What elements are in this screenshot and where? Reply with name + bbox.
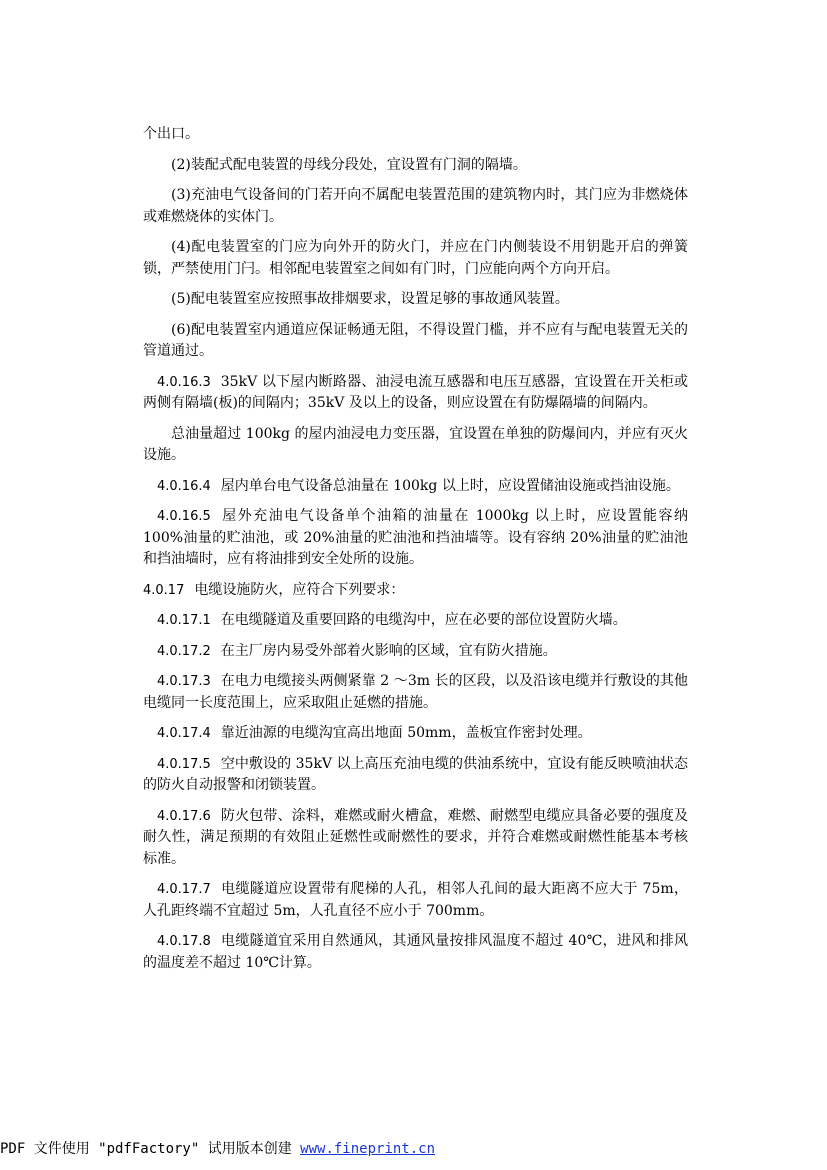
clause-number: 4.0.16.3 <box>157 374 211 390</box>
paragraph: (3)充油电气设备间的门若开向不属配电装置范围的建筑物内时，其门应为非燃烧体或难燃烧体的实体门。 <box>143 187 688 225</box>
clause-number: 4.0.16.5 <box>157 509 211 524</box>
clause-number: 4.0.17.5 <box>157 756 211 772</box>
paragraph: 个出口。 <box>143 126 199 142</box>
footer-text: PDF 文件使用 "pdfFactory" 试用版本创建 <box>0 1141 301 1157</box>
clause-number: 4.0.17.1 <box>157 613 211 628</box>
clause-4-0-17-5: 4.0.17.5 空中敷设的 35kV 以上高压充油电缆的供油系统中，宜设有能反映喷油状态的防火自动报警和闭锁装置。 <box>143 755 688 793</box>
clause-number: 4.0.17.6 <box>157 808 211 824</box>
clause-4-0-17-3: 4.0.17.3 在电力电缆接头两侧紧靠 2 ～3m 长的区段，以及沿该电缆并行敷设的其他电缆同一长度范围上，应采取阻止延燃的措施。 <box>143 673 688 711</box>
clause-4-0-16-3: 4.0.16.3 35kV 以下屋内断路器、油浸电流互感器和电压互感器，宜设置在开关柜或两侧有隔墙(板)的间隔内；35kV 及以上的设备，则应设置在有防爆隔墙的间隔内。 <box>143 373 688 411</box>
paragraph: (2)装配式配电装置的母线分段处，宜设置有门洞的隔墙。 <box>171 156 527 173</box>
paragraph: 总油量超过 100kg 的屋内油浸电力变压器，宜设置在单独的防爆间内，并应有灭火设施。 <box>143 425 688 463</box>
paragraph: (4)配电装置室的门应为向外开的防火门，并应在门内侧装设不用钥匙开启的弹簧锁，严禁使用门闩。相邻配电装置室之间如有门时，门应能向两个方向开启。 <box>143 239 688 277</box>
paragraph: (6)配电装置室内通道应保证畅通无阻，不得设置门槛，并不应有与配电装置无关的管道通过。 <box>143 321 688 359</box>
clause-4-0-16-5: 4.0.16.5 屋外充油电气设备单个油箱的油量在 1000kg 以上时，应设置能容纳 100%油量的贮油池，或 20%油量的贮油池和挡油墙等。设有容纳 20%油量的贮油池和挡油墙时，应有将油排到安全处所的设施。 <box>143 508 688 567</box>
clause-number: 4.0.17.8 <box>157 934 211 949</box>
document-body <box>143 124 688 983</box>
clause-4-0-17-8: 4.0.17.8 电缆隧道宜采用自然通风，其通风量按排风温度不超过 40℃，进风和排风的温度差不超过 10℃计算。 <box>143 933 688 971</box>
clause-number: 4.0.17 <box>143 582 185 598</box>
clause-number: 4.0.17.3 <box>157 674 211 689</box>
footer-link[interactable]: www.fineprint.cn <box>300 1141 436 1157</box>
clause-4-0-17-7: 4.0.17.7 电缆隧道应设置带有爬梯的人孔，相邻人孔间的最大距离不应大于 75m，人孔距终端不宜超过 5m，人孔直径不应小于 700mm。 <box>143 881 688 919</box>
clause-4-0-17-2: 4.0.17.2 在主厂房内易受外部着火影响的区域，宜有防火措施。 <box>157 642 557 659</box>
clause-4-0-17: 4.0.17 电缆设施防火，应符合下列要求： <box>143 581 405 598</box>
clause-number: 4.0.17.4 <box>157 726 211 741</box>
clause-4-0-17-6: 4.0.17.6 防火包带、涂料，难燃或耐火槽盒，难燃、耐燃型电缆应具备必要的强度及耐久性，满足预期的有效阻止延燃性或耐燃性的要求，并符合难燃或耐燃性能基本考核标准。 <box>143 807 688 867</box>
clause-4-0-16-4: 4.0.16.4 屋内单台电气设备总油量在 100kg 以上时，应设置储油设施或挡油设施。 <box>157 477 680 494</box>
clause-number: 4.0.17.2 <box>157 643 211 659</box>
clause-number: 4.0.17.7 <box>157 882 211 897</box>
clause-4-0-17-1: 4.0.17.1 在电缆隧道及重要回路的电缆沟中，应在必要的部位设置防火墙。 <box>157 612 627 628</box>
clause-number: 4.0.16.4 <box>157 478 211 494</box>
pdf-footer <box>0 1138 827 1158</box>
clause-4-0-17-4: 4.0.17.4 靠近油源的电缆沟宜高出地面 50mm，盖板宜作密封处理。 <box>157 725 592 741</box>
paragraph: (5)配电装置室应按照事故排烟要求，设置足够的事故通风装置。 <box>171 291 569 307</box>
